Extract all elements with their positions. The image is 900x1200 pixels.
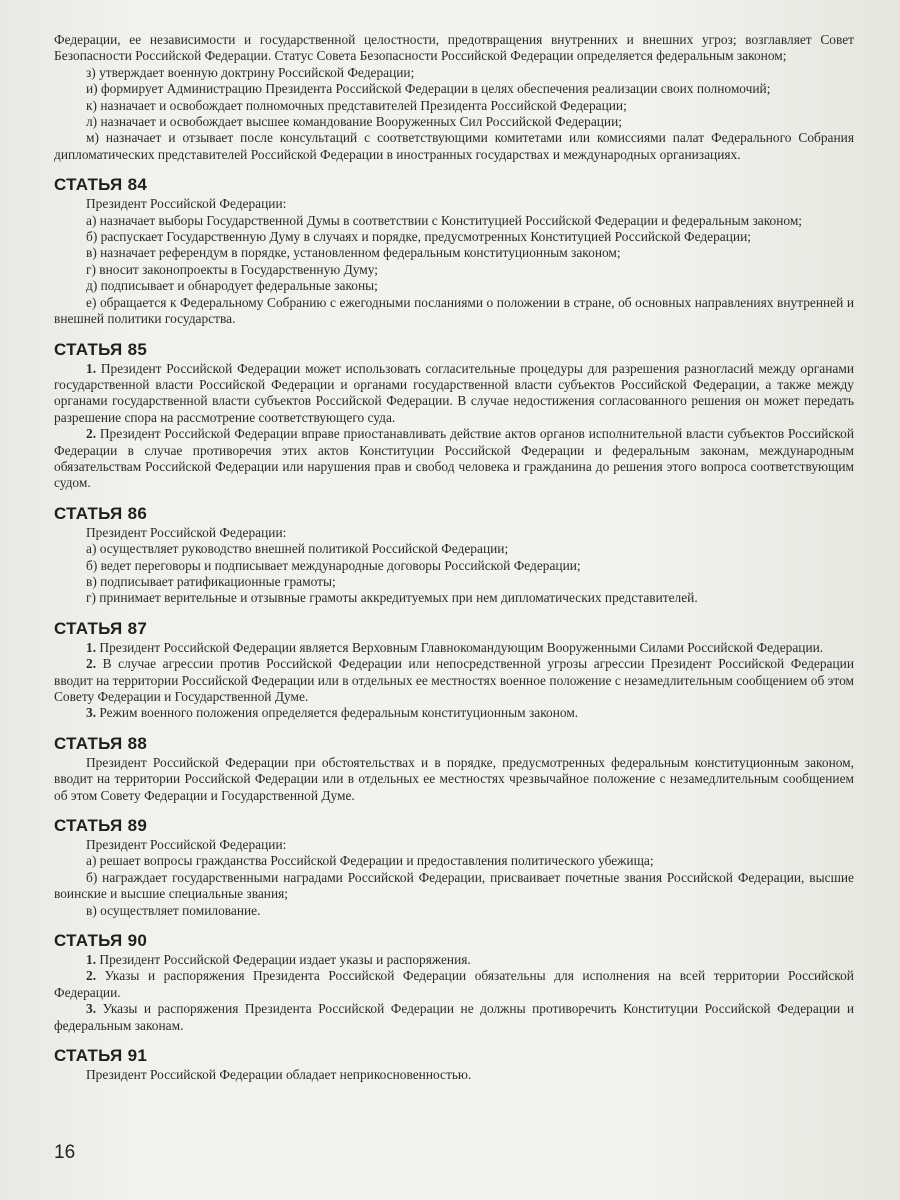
paragraph-text: е) обращается к Федеральному Собранию с ежегодными посланиями о положении в стране, об основных направлениях внутренней и внешней политики государства. — [54, 294, 854, 327]
article-paragraph — [54, 262, 854, 278]
paragraph-text: г) принимает верительные и отзывные грамоты аккредитуемых при нем дипломатических представителей. — [86, 590, 698, 606]
paragraph-text: Президент Российской Федерации: — [86, 837, 287, 853]
paragraph-text: Указы и распоряжения Президента Российской Федерации не должны противоречить Конституции Российской Федерации и федеральным законам. — [54, 1001, 854, 1033]
article-section — [54, 619, 854, 722]
article-heading: СТАТЬЯ 84 — [54, 175, 148, 195]
paragraph-number: 2. — [86, 968, 97, 984]
article-heading: СТАТЬЯ 91 — [54, 1046, 148, 1066]
article-paragraph — [54, 245, 854, 261]
article-paragraph — [54, 426, 854, 492]
article-section — [54, 734, 854, 804]
article-paragraph — [54, 870, 854, 903]
article-paragraph — [54, 541, 854, 557]
paragraph-text: б) ведет переговоры и подписывает международные договоры Российской Федерации; — [86, 557, 581, 573]
article-paragraph — [54, 558, 854, 574]
article-paragraph — [54, 590, 854, 606]
intro-paragraph: м) назначает и отзывает после консультаций с соответствующими комитетами или комиссиями палат Федерального Собрания дипломатических представителей Российской Федерации в иностранных государствах и международных организациях. — [54, 130, 854, 162]
paragraph-number: 2. — [86, 656, 97, 672]
article-section — [54, 1046, 854, 1083]
page-number: 16 — [54, 1142, 76, 1163]
paragraph-number: 3. — [86, 705, 97, 721]
article-paragraph — [54, 656, 854, 705]
article-paragraph — [54, 213, 854, 229]
paragraph-text: а) решает вопросы гражданства Российской Федерации и предоставления политического убежища; — [86, 853, 654, 869]
paragraph-text: в) назначает референдум в порядке, установленном федеральным конституционным законом; — [86, 245, 621, 261]
paragraph-text: Президент Российской Федерации: — [86, 524, 287, 540]
article-section — [54, 340, 854, 492]
paragraph-text: Президент Российской Федерации: — [86, 196, 287, 212]
article-paragraph — [54, 640, 854, 656]
paragraph-text: Президент Российской Федерации может использовать согласительные процедуры для разрешения разногласий между органами государственной власти Российской Федерации и органами государственной власти субъектов Российской Федерации, а также между органами государственной власти субъектов Российской Федерации. В случае недостижения согласованного решения он может передать разрешение спора на рассмотрение соответствующего суда. — [54, 360, 854, 425]
paragraph-text: Президент Российской Федерации обладает неприкосновенностью. — [86, 1067, 472, 1083]
article-paragraph — [54, 903, 854, 919]
paragraph-number: 1. — [86, 952, 97, 968]
article-heading: СТАТЬЯ 90 — [54, 931, 148, 951]
paragraph-number: 1. — [86, 639, 97, 655]
article-paragraph — [54, 837, 854, 853]
article-section — [54, 931, 854, 1034]
paragraph-number: 2. — [86, 426, 97, 442]
article-paragraph — [54, 968, 854, 1001]
paragraph-text: в) подписывает ратификационные грамоты; — [86, 573, 336, 589]
article-paragraph — [54, 1001, 854, 1034]
intro-paragraph: к) назначает и освобождает полномочных представителей Президента Российской Федерации; — [86, 97, 627, 113]
article-paragraph — [54, 574, 854, 590]
paragraph-number: 3. — [86, 1001, 97, 1017]
paragraph-text: б) награждает государственными наградами Российской Федерации, присваивает почетные звания Российской Федерации, высшие воинские и высшие специальные звания; — [54, 869, 854, 902]
article-heading: СТАТЬЯ 86 — [54, 503, 148, 523]
paragraph-text: Президент Российской Федерации издает указы и распоряжения. — [99, 952, 471, 968]
article-paragraph — [54, 525, 854, 541]
intro-paragraph: з) утверждает военную доктрину Российской Федерации; — [86, 64, 415, 80]
article-paragraph — [54, 705, 854, 721]
article-paragraph — [54, 295, 854, 328]
paragraph-text: Президент Российской Федерации вправе приостанавливать действие актов органов исполнительной власти субъектов Российской Федерации в случае противоречия этих актов Конституции Российской Федерации и федеральным законам, международным обязательствам Российской Федерации или нарушения прав и свобод человека и гражданина до решения этого вопроса соответствующим судом. — [54, 426, 854, 491]
paragraph-text: Указы и распоряжения Президента Российской Федерации обязательны для исполнения на всей территории Российской Федерации. — [54, 968, 854, 1000]
article-paragraph — [54, 361, 854, 427]
article-paragraph — [54, 755, 854, 804]
article-section — [54, 175, 854, 327]
intro-paragraph: и) формирует Администрацию Президента Российской Федерации в целях обеспечения реализации своих полномочий; — [86, 81, 771, 97]
article-paragraph — [54, 1067, 854, 1083]
paragraph-text: В случае агрессии против Российской Федерации или непосредственной угрозы агрессии Президент Российской Федерации вводит на территории Российской Федерации или в отдельных ее местностях военное положение с незамедлительным сообщением об этом Совету Федерации и Государственной Думе. — [54, 656, 854, 704]
article-paragraph — [54, 229, 854, 245]
paragraph-text: Президент Российской Федерации является Верховным Главнокомандующим Вооруженными Силами Российской Федерации. — [99, 639, 824, 655]
article-paragraph — [54, 853, 854, 869]
paragraph-text: д) подписывает и обнародует федеральные законы; — [86, 278, 378, 294]
paragraph-text: б) распускает Государственную Думу в случаях и порядке, предусмотренных Конституцией Российской Федерации; — [86, 229, 751, 245]
article-heading: СТАТЬЯ 89 — [54, 816, 148, 836]
paragraph-number: 1. — [86, 360, 97, 376]
article-heading: СТАТЬЯ 85 — [54, 339, 148, 359]
articles-container — [54, 175, 854, 1083]
article-paragraph — [54, 278, 854, 294]
article-section — [54, 504, 854, 607]
article-section — [54, 816, 854, 919]
article-paragraph — [54, 952, 854, 968]
paragraph-text: Президент Российской Федерации при обстоятельствах и в порядке, предусмотренных федеральным конституционным законом, вводит на территории Российской Федерации или в отдельных ее местностях чрезвычайное положение с незамедлительным сообщением об этом Совету Федерации и Государственной Думе. — [54, 754, 854, 803]
article-heading: СТАТЬЯ 88 — [54, 733, 148, 753]
intro-paragraph: л) назначает и освобождает высшее командование Вооруженных Сил Российской Федерации; — [86, 114, 622, 130]
intro-continuation — [54, 32, 854, 163]
paragraph-text: а) осуществляет руководство внешней политикой Российской Федерации; — [86, 541, 509, 557]
intro-paragraph: Федерации, ее независимости и государственной целостности, предотвращения внутренних и внешних угроз; возглавляет Совет Безопасности Российской Федерации. Статус Совета Безопасности Российской Федерации определяется федеральным законом; — [54, 32, 854, 64]
paragraph-text: а) назначает выборы Государственной Думы в соответствии с Конституцией Российской Федерации и федеральным законом; — [86, 212, 803, 228]
article-heading: СТАТЬЯ 87 — [54, 618, 148, 638]
paragraph-text: в) осуществляет помилование. — [86, 902, 261, 918]
paragraph-text: г) вносит законопроекты в Государственную Думу; — [86, 261, 378, 277]
article-paragraph — [54, 196, 854, 212]
paragraph-text: Режим военного положения определяется федеральным конституционным законом. — [99, 705, 579, 721]
